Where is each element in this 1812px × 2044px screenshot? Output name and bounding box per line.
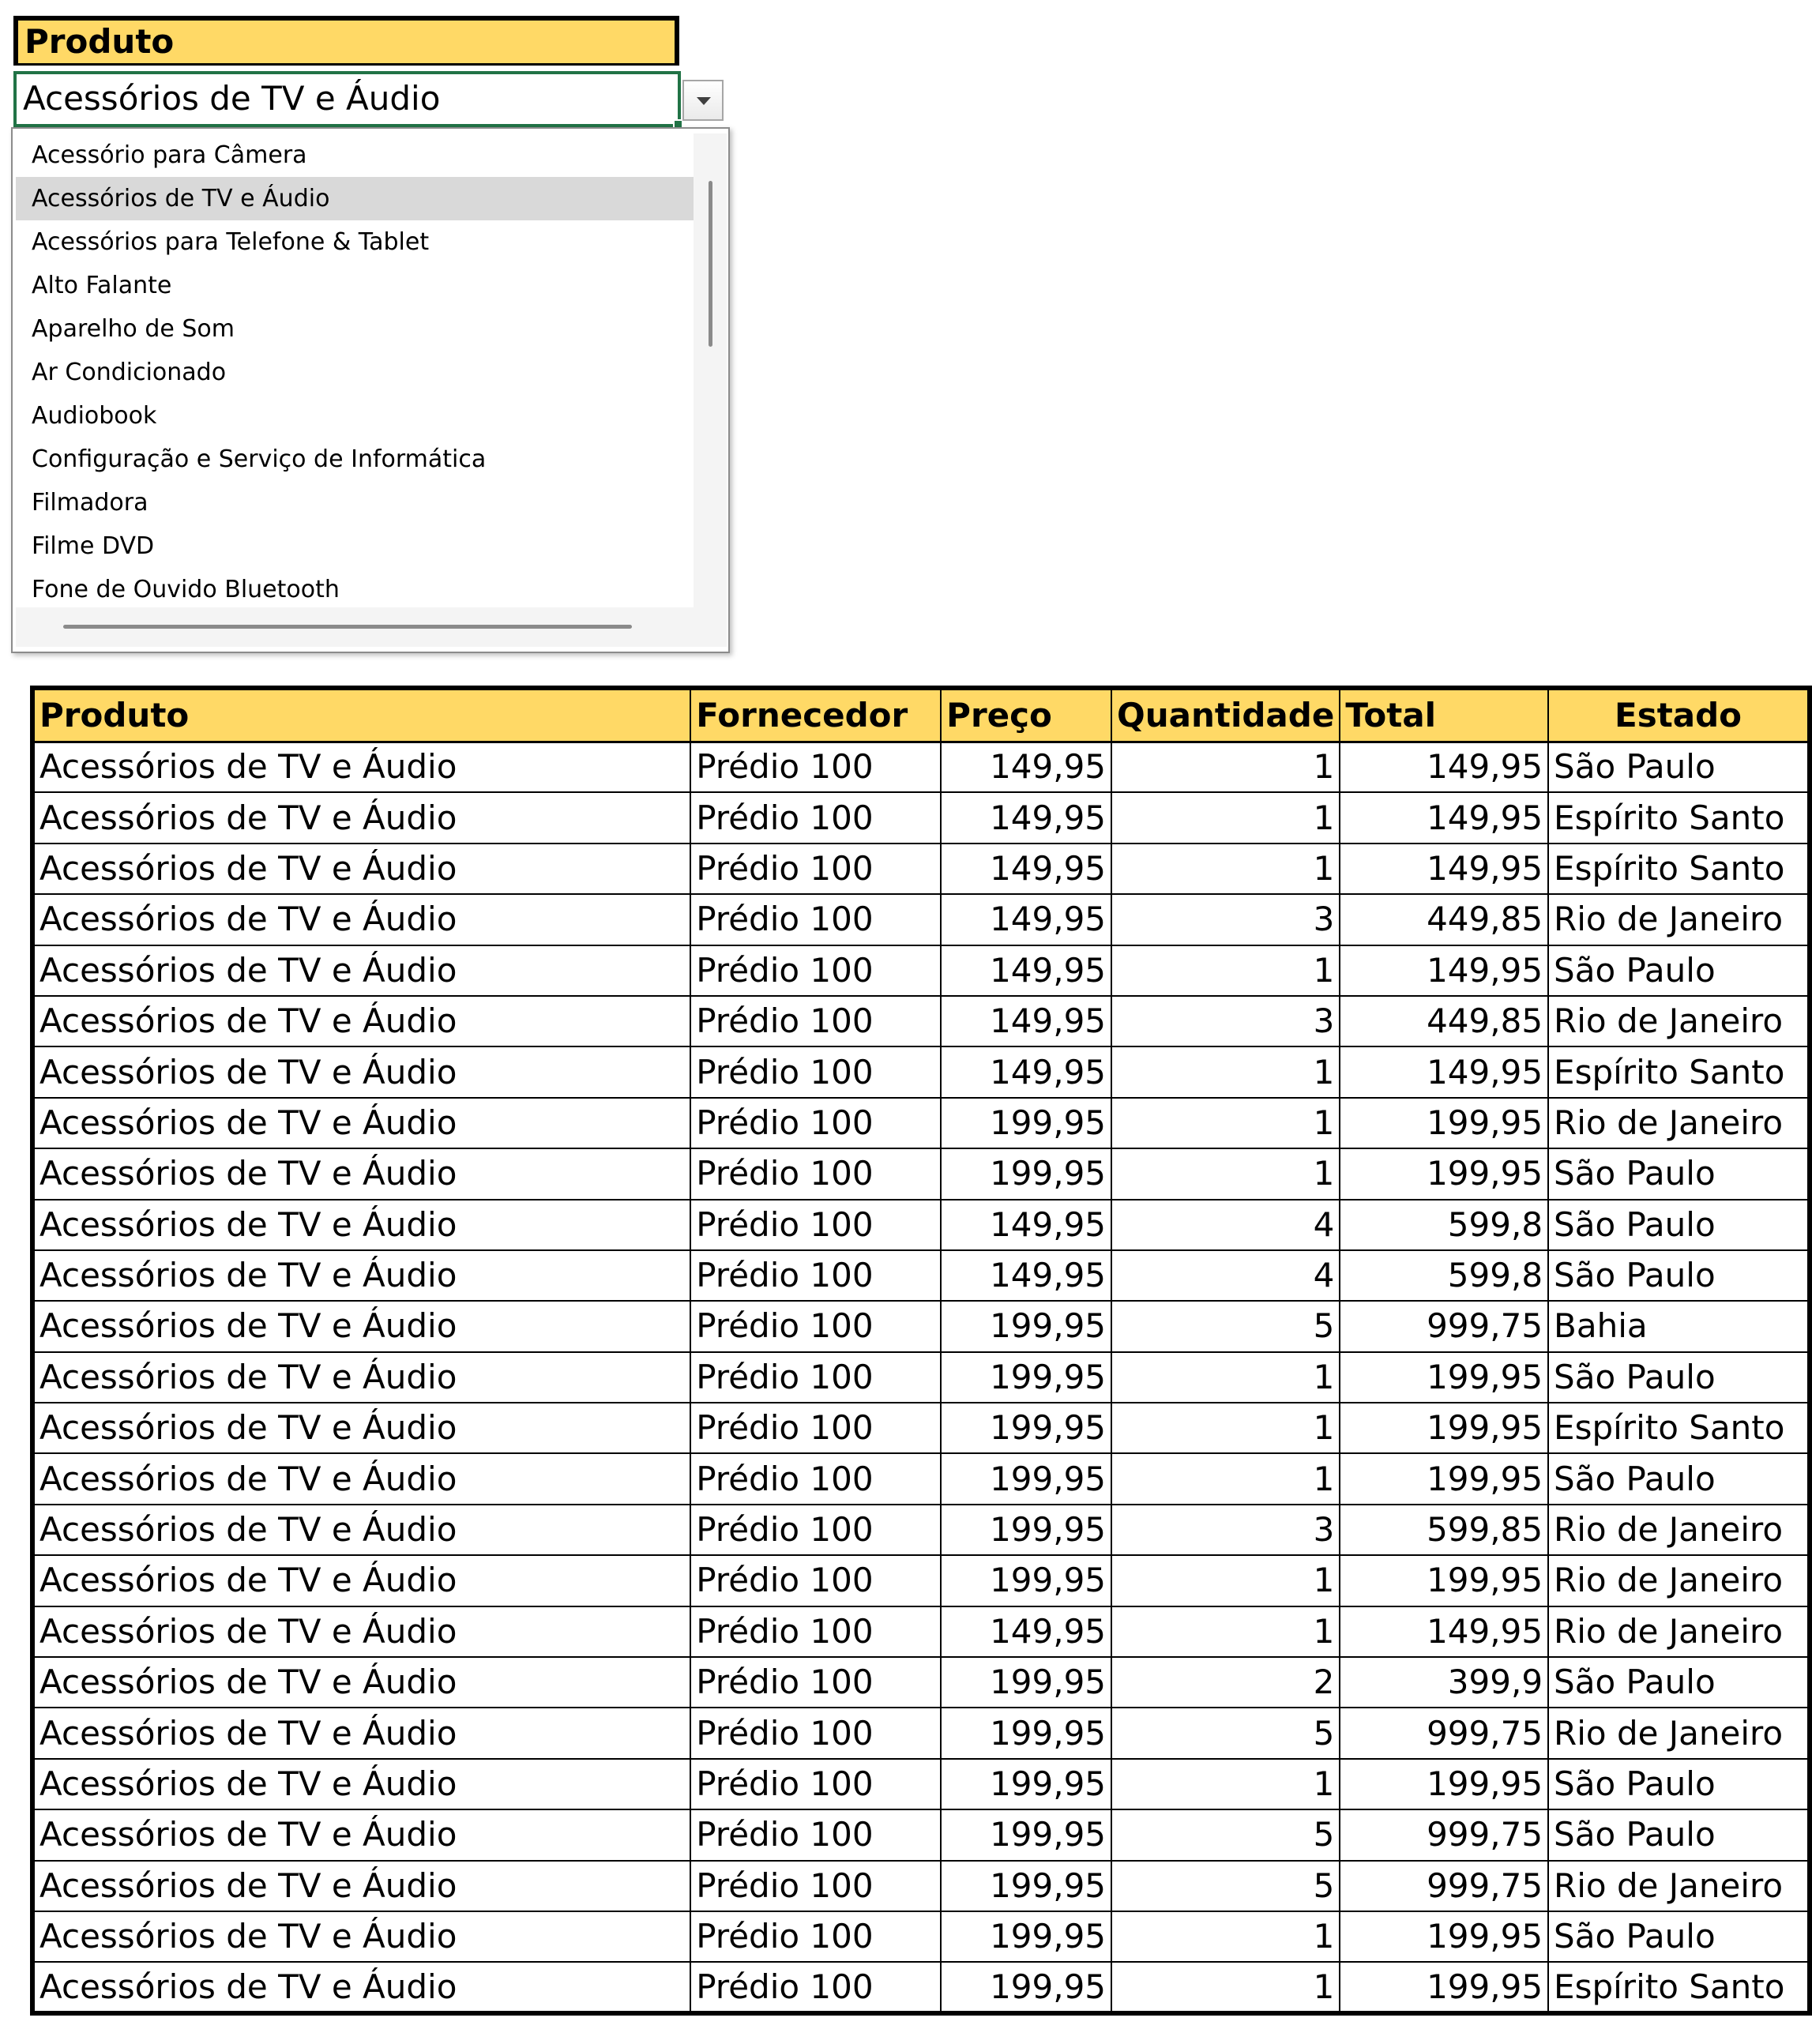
dropdown-item[interactable]: Filmadora (32, 489, 148, 517)
cell-produto[interactable]: Acessórios de TV e Áudio (32, 1809, 690, 1860)
cell-total[interactable]: 999,75 (1340, 1861, 1548, 1911)
cell-produto[interactable]: Acessórios de TV e Áudio (32, 1708, 690, 1758)
cell-quantidade[interactable]: 1 (1111, 1759, 1340, 1809)
table-row (32, 1606, 1810, 1657)
cell-quantidade[interactable]: 4 (1111, 1250, 1340, 1301)
cell-estado[interactable]: São Paulo (1548, 945, 1810, 996)
cell-preco[interactable]: 199,95 (941, 1098, 1111, 1148)
cell-preco[interactable]: 149,95 (941, 792, 1111, 843)
cell-quantidade[interactable]: 1 (1111, 1453, 1340, 1504)
cell-preco[interactable]: 199,95 (941, 1911, 1111, 1962)
cell-preco[interactable]: 149,95 (941, 1200, 1111, 1250)
cell-preco[interactable]: 199,95 (941, 1962, 1111, 2012)
cell-total[interactable]: 999,75 (1340, 1708, 1548, 1758)
cell-total[interactable]: 149,95 (1340, 792, 1548, 843)
cell-fornecedor[interactable]: Prédio 100 (690, 1250, 941, 1301)
table-body (32, 742, 1810, 2013)
dropdown-button[interactable] (682, 80, 724, 121)
filter-value-text: Acessórios de TV e Áudio (23, 79, 441, 118)
cell-preco[interactable]: 149,95 (941, 742, 1111, 792)
cell-produto[interactable]: Acessórios de TV e Áudio (32, 1962, 690, 2012)
cell-quantidade[interactable]: 1 (1111, 742, 1340, 792)
cell-produto[interactable]: Acessórios de TV e Áudio (32, 1606, 690, 1657)
dropdown-item[interactable]: Acessórios para Telefone & Tablet (32, 228, 430, 256)
table-row (32, 742, 1810, 792)
cell-total[interactable]: 999,75 (1340, 1301, 1548, 1351)
cell-produto[interactable]: Acessórios de TV e Áudio (32, 1555, 690, 1606)
cell-fornecedor[interactable]: Prédio 100 (690, 1200, 941, 1250)
dropdown-item[interactable]: Ar Condicionado (32, 359, 227, 386)
cell-estado[interactable]: São Paulo (1548, 1453, 1810, 1504)
table-row (32, 945, 1810, 996)
cell-fornecedor[interactable]: Prédio 100 (690, 1657, 941, 1708)
cell-fornecedor[interactable]: Prédio 100 (690, 1911, 941, 1962)
column-header-estado[interactable]: Estado (1548, 688, 1810, 742)
cell-estado[interactable]: São Paulo (1548, 1200, 1810, 1250)
cell-fornecedor[interactable]: Prédio 100 (690, 1148, 941, 1199)
cell-fornecedor[interactable]: Prédio 100 (690, 1046, 941, 1097)
cell-fornecedor[interactable]: Prédio 100 (690, 1403, 941, 1453)
cell-quantidade[interactable]: 1 (1111, 945, 1340, 996)
vertical-scrollbar-thumb[interactable] (709, 181, 712, 347)
cell-fornecedor[interactable]: Prédio 100 (690, 742, 941, 792)
cell-preco[interactable]: 149,95 (941, 1046, 1111, 1097)
cell-quantidade[interactable]: 1 (1111, 1098, 1340, 1148)
cell-quantidade[interactable]: 5 (1111, 1301, 1340, 1351)
cell-estado[interactable]: São Paulo (1548, 1250, 1810, 1301)
horizontal-scrollbar-thumb[interactable] (63, 625, 632, 629)
cell-produto[interactable]: Acessórios de TV e Áudio (32, 1759, 690, 1809)
cell-preco[interactable]: 199,95 (941, 1505, 1111, 1555)
cell-preco[interactable]: 149,95 (941, 996, 1111, 1046)
cell-quantidade[interactable]: 1 (1111, 1352, 1340, 1403)
cell-preco[interactable]: 199,95 (941, 1708, 1111, 1758)
cell-fornecedor[interactable]: Prédio 100 (690, 844, 941, 894)
cell-estado[interactable]: São Paulo (1548, 1911, 1810, 1962)
cell-estado[interactable]: Rio de Janeiro (1548, 996, 1810, 1046)
cell-produto[interactable]: Acessórios de TV e Áudio (32, 1911, 690, 1962)
cell-preco[interactable]: 199,95 (941, 1403, 1111, 1453)
cell-fornecedor[interactable]: Prédio 100 (690, 792, 941, 843)
chevron-down-icon (697, 97, 711, 105)
cell-estado[interactable]: São Paulo (1548, 1657, 1810, 1708)
cell-quantidade[interactable]: 1 (1111, 1962, 1340, 2012)
table-row (32, 1759, 1810, 1809)
cell-total[interactable]: 149,95 (1340, 742, 1548, 792)
cell-quantidade[interactable]: 3 (1111, 996, 1340, 1046)
cell-quantidade[interactable]: 5 (1111, 1809, 1340, 1860)
cell-fornecedor[interactable]: Prédio 100 (690, 1555, 941, 1606)
cell-estado[interactable]: Rio de Janeiro (1548, 1861, 1810, 1911)
cell-total[interactable]: 149,95 (1340, 1606, 1548, 1657)
table-row (32, 1453, 1810, 1504)
cell-preco[interactable]: 199,95 (941, 1352, 1111, 1403)
dropdown-item[interactable]: Fone de Ouvido Bluetooth (32, 576, 340, 603)
cell-produto[interactable]: Acessórios de TV e Áudio (32, 996, 690, 1046)
cell-produto[interactable]: Acessórios de TV e Áudio (32, 894, 690, 945)
table-row (32, 1403, 1810, 1453)
dropdown-items (16, 133, 694, 607)
horizontal-scrollbar[interactable] (16, 607, 727, 647)
dropdown-list[interactable] (11, 127, 730, 653)
cell-produto[interactable]: Acessórios de TV e Áudio (32, 1505, 690, 1555)
cell-preco[interactable]: 149,95 (941, 844, 1111, 894)
cell-quantidade[interactable]: 1 (1111, 1911, 1340, 1962)
cell-total[interactable]: 399,9 (1340, 1657, 1548, 1708)
cell-produto[interactable]: Acessórios de TV e Áudio (32, 1148, 690, 1199)
cell-fornecedor[interactable]: Prédio 100 (690, 1352, 941, 1403)
cell-preco[interactable]: 149,95 (941, 945, 1111, 996)
cell-fornecedor[interactable]: Prédio 100 (690, 1453, 941, 1504)
cell-preco[interactable]: 199,95 (941, 1657, 1111, 1708)
cell-total[interactable]: 449,85 (1340, 996, 1548, 1046)
cell-produto[interactable]: Acessórios de TV e Áudio (32, 844, 690, 894)
table-row (32, 1657, 1810, 1708)
cell-produto[interactable]: Acessórios de TV e Áudio (32, 1453, 690, 1504)
table-row (32, 1301, 1810, 1351)
dropdown-item[interactable]: Configuração e Serviço de Informática (32, 445, 487, 473)
cell-quantidade[interactable]: 4 (1111, 1200, 1340, 1250)
column-header-total[interactable]: Total (1340, 688, 1548, 742)
cell-estado[interactable]: Rio de Janeiro (1548, 894, 1810, 945)
cell-quantidade[interactable]: 5 (1111, 1861, 1340, 1911)
cell-estado[interactable]: Rio de Janeiro (1548, 1555, 1810, 1606)
cell-estado[interactable]: Espírito Santo (1548, 792, 1810, 843)
cell-estado[interactable]: Rio de Janeiro (1548, 1098, 1810, 1148)
cell-estado[interactable]: Rio de Janeiro (1548, 1606, 1810, 1657)
cell-total[interactable]: 199,95 (1340, 1098, 1548, 1148)
cell-produto[interactable]: Acessórios de TV e Áudio (32, 945, 690, 996)
cell-total[interactable]: 199,95 (1340, 1911, 1548, 1962)
cell-quantidade[interactable]: 5 (1111, 1708, 1340, 1758)
dropdown-item[interactable]: Aparelho de Som (32, 315, 235, 343)
cell-preco[interactable]: 199,95 (941, 1301, 1111, 1351)
cell-estado[interactable]: Espírito Santo (1548, 1403, 1810, 1453)
table-row (32, 1200, 1810, 1250)
dropdown-item[interactable]: Acessório para Câmera (32, 141, 307, 169)
dropdown-item[interactable]: Filme DVD (32, 532, 155, 560)
cell-estado[interactable]: Espírito Santo (1548, 1962, 1810, 2012)
cell-quantidade[interactable]: 3 (1111, 894, 1340, 945)
cell-estado[interactable]: Rio de Janeiro (1548, 1708, 1810, 1758)
cell-estado[interactable]: São Paulo (1548, 1148, 1810, 1199)
cell-produto[interactable]: Acessórios de TV e Áudio (32, 742, 690, 792)
cell-quantidade[interactable]: 1 (1111, 1555, 1340, 1606)
table-row (32, 1555, 1810, 1606)
cell-total[interactable]: 599,8 (1340, 1200, 1548, 1250)
cell-total[interactable]: 149,95 (1340, 945, 1548, 996)
cell-total[interactable]: 449,85 (1340, 894, 1548, 945)
cell-total[interactable]: 199,95 (1340, 1453, 1548, 1504)
data-table (30, 686, 1812, 2016)
cell-produto[interactable]: Acessórios de TV e Áudio (32, 1250, 690, 1301)
cell-fornecedor[interactable]: Prédio 100 (690, 1861, 941, 1911)
cell-total[interactable]: 199,95 (1340, 1403, 1548, 1453)
dropdown-item[interactable]: Acessórios de TV e Áudio (16, 177, 694, 220)
dropdown-item[interactable]: Alto Falante (32, 272, 172, 299)
cell-produto[interactable]: Acessórios de TV e Áudio (32, 1200, 690, 1250)
cell-produto[interactable]: Acessórios de TV e Áudio (32, 1098, 690, 1148)
cell-quantidade[interactable]: 1 (1111, 1046, 1340, 1097)
column-header-quantidade[interactable]: Quantidade (1111, 688, 1340, 742)
table-row (32, 792, 1810, 843)
cell-preco[interactable]: 199,95 (941, 1759, 1111, 1809)
table-row (32, 1148, 1810, 1199)
column-header-produto[interactable]: Produto (32, 688, 690, 742)
cell-produto[interactable]: Acessórios de TV e Áudio (32, 1657, 690, 1708)
table-row (32, 844, 1810, 894)
cell-estado[interactable]: Bahia (1548, 1301, 1810, 1351)
cell-quantidade[interactable]: 1 (1111, 792, 1340, 843)
table-row (32, 1505, 1810, 1555)
cell-preco[interactable]: 149,95 (941, 894, 1111, 945)
cell-produto[interactable]: Acessórios de TV e Áudio (32, 792, 690, 843)
cell-total[interactable]: 599,8 (1340, 1250, 1548, 1301)
cell-fornecedor[interactable]: Prédio 100 (690, 1098, 941, 1148)
cell-total[interactable]: 199,95 (1340, 1962, 1548, 2012)
cell-produto[interactable]: Acessórios de TV e Áudio (32, 1403, 690, 1453)
cell-total[interactable]: 199,95 (1340, 1555, 1548, 1606)
table-row (32, 996, 1810, 1046)
cell-produto[interactable]: Acessórios de TV e Áudio (32, 1861, 690, 1911)
cell-quantidade[interactable]: 1 (1111, 1606, 1340, 1657)
cell-fornecedor[interactable]: Prédio 100 (690, 1708, 941, 1758)
cell-quantidade[interactable]: 1 (1111, 1403, 1340, 1453)
table-row (32, 1352, 1810, 1403)
cell-preco[interactable]: 199,95 (941, 1809, 1111, 1860)
cell-quantidade[interactable]: 3 (1111, 1505, 1340, 1555)
table-row (32, 1861, 1810, 1911)
cell-estado[interactable]: São Paulo (1548, 742, 1810, 792)
cell-fornecedor[interactable]: Prédio 100 (690, 894, 941, 945)
cell-fornecedor[interactable]: Prédio 100 (690, 945, 941, 996)
cell-quantidade[interactable]: 2 (1111, 1657, 1340, 1708)
column-header-fornecedor[interactable]: Fornecedor (690, 688, 941, 742)
cell-estado[interactable]: Rio de Janeiro (1548, 1505, 1810, 1555)
cell-total[interactable]: 149,95 (1340, 844, 1548, 894)
table-row (32, 1962, 1810, 2012)
cell-preco[interactable]: 149,95 (941, 1250, 1111, 1301)
cell-produto[interactable]: Acessórios de TV e Áudio (32, 1046, 690, 1097)
cell-fornecedor[interactable]: Prédio 100 (690, 1606, 941, 1657)
cell-total[interactable]: 199,95 (1340, 1759, 1548, 1809)
filter-value-cell[interactable] (13, 71, 681, 127)
table-row (32, 1911, 1810, 1962)
cell-fornecedor[interactable]: Prédio 100 (690, 1759, 941, 1809)
cell-total[interactable]: 999,75 (1340, 1809, 1548, 1860)
cell-fornecedor[interactable]: Prédio 100 (690, 1962, 941, 2012)
cell-preco[interactable]: 199,95 (941, 1453, 1111, 1504)
cell-preco[interactable]: 199,95 (941, 1148, 1111, 1199)
cell-fornecedor[interactable]: Prédio 100 (690, 1809, 941, 1860)
cell-total[interactable]: 149,95 (1340, 1046, 1548, 1097)
table-row (32, 1809, 1810, 1860)
cell-produto[interactable]: Acessórios de TV e Áudio (32, 1301, 690, 1351)
cell-preco[interactable]: 199,95 (941, 1861, 1111, 1911)
table-row (32, 1708, 1810, 1758)
cell-total[interactable]: 199,95 (1340, 1148, 1548, 1199)
cell-estado[interactable]: São Paulo (1548, 1809, 1810, 1860)
table-row (32, 894, 1810, 945)
cell-fornecedor[interactable]: Prédio 100 (690, 1505, 941, 1555)
cell-estado[interactable]: Espírito Santo (1548, 1046, 1810, 1097)
table-header-row (32, 688, 1810, 742)
cell-estado[interactable]: São Paulo (1548, 1759, 1810, 1809)
cell-quantidade[interactable]: 1 (1111, 1148, 1340, 1199)
vertical-scrollbar[interactable] (694, 133, 727, 607)
cell-total[interactable]: 199,95 (1340, 1352, 1548, 1403)
cell-estado[interactable]: Espírito Santo (1548, 844, 1810, 894)
cell-fornecedor[interactable]: Prédio 100 (690, 996, 941, 1046)
column-header-preco[interactable]: Preço (941, 688, 1111, 742)
table-row (32, 1046, 1810, 1097)
table-row (32, 1098, 1810, 1148)
cell-estado[interactable]: São Paulo (1548, 1352, 1810, 1403)
filter-header-cell[interactable]: Produto (13, 16, 679, 66)
cell-total[interactable]: 599,85 (1340, 1505, 1548, 1555)
cell-preco[interactable]: 149,95 (941, 1606, 1111, 1657)
cell-fornecedor[interactable]: Prédio 100 (690, 1301, 941, 1351)
cell-produto[interactable]: Acessórios de TV e Áudio (32, 1352, 690, 1403)
table-row (32, 1250, 1810, 1301)
cell-preco[interactable]: 199,95 (941, 1555, 1111, 1606)
cell-quantidade[interactable]: 1 (1111, 844, 1340, 894)
dropdown-item[interactable]: Audiobook (32, 402, 157, 430)
